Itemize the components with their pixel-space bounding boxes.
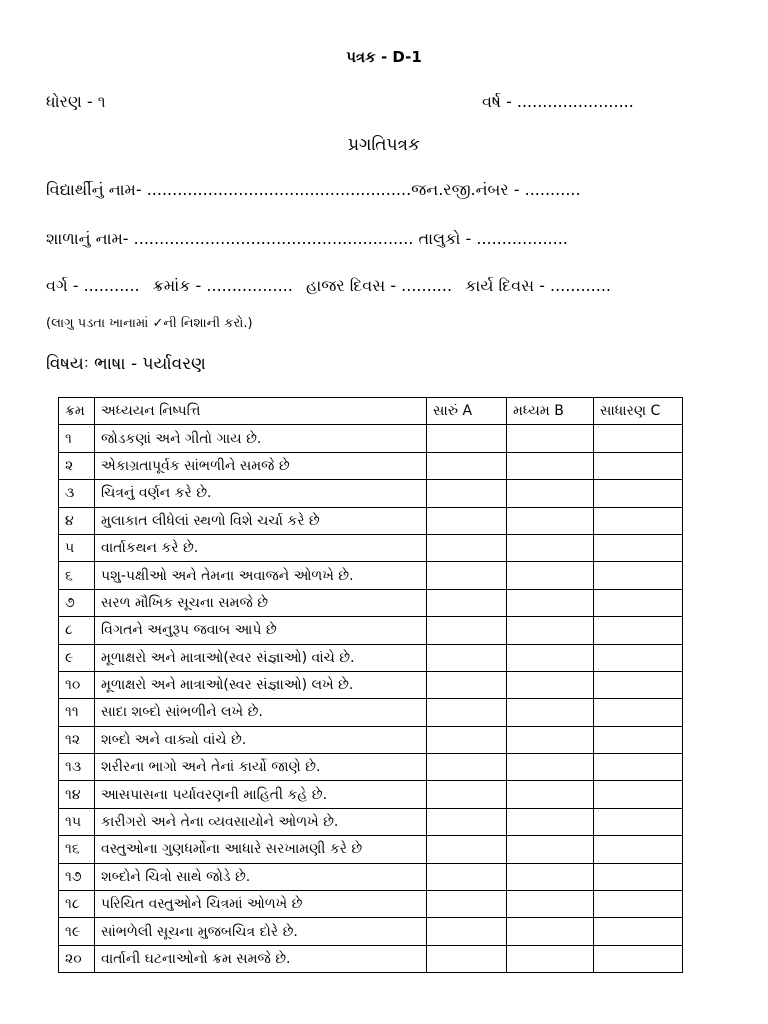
outcome-cell: મુલાકાત લીધેલાં સ્થળો વિશે ચર્ચા કરે છે (95, 507, 427, 534)
outcome-cell: વાર્તાની ઘટનાઓનો ક્રમ સમજે છે. (95, 945, 427, 972)
table-row (59, 562, 683, 589)
table-header-row (59, 398, 683, 425)
serial-cell: ૧૭ (59, 863, 95, 890)
grade-a-checkbox-cell[interactable] (427, 534, 507, 561)
serial-cell: ૧ (59, 425, 95, 452)
table-row (59, 918, 683, 945)
outcome-cell: શરીરના ભાગો અને તેનાં કાર્યો જાણે છે. (95, 754, 427, 781)
grade-b-checkbox-cell[interactable] (507, 808, 594, 835)
grade-a-checkbox-cell[interactable] (427, 617, 507, 644)
grade-a-checkbox-cell[interactable] (427, 754, 507, 781)
sheet-title: પત્રક - D-1 (346, 48, 422, 66)
grade-b-checkbox-cell[interactable] (507, 589, 594, 616)
serial-cell: ૧૦ (59, 671, 95, 698)
grade-c-checkbox-cell[interactable] (594, 644, 683, 671)
header-outcome: અધ્યયન નિષ્પત્તિ (95, 398, 427, 425)
table-row (59, 644, 683, 671)
serial-cell: ૧૨ (59, 726, 95, 753)
grade-b-checkbox-cell[interactable] (507, 425, 594, 452)
outcome-cell: મૂળાક્ષરો અને માત્રાઓ(સ્વર સંજ્ઞાઓ) વાંચે છે. (95, 644, 427, 671)
outcome-cell: એકાગ્રતાપૂર્વક સાંભળીને સમજે છે (95, 452, 427, 479)
grade-a-checkbox-cell[interactable] (427, 891, 507, 918)
grade-c-checkbox-cell[interactable] (594, 726, 683, 753)
working-days-field: કાર્ય દિવસ - ............ (465, 276, 612, 295)
serial-cell: ૫ (59, 534, 95, 561)
grade-a-checkbox-cell[interactable] (427, 671, 507, 698)
grade-c-checkbox-cell[interactable] (594, 836, 683, 863)
serial-cell: ૨૦ (59, 945, 95, 972)
roll-number-field: ક્રમાંક - ................. (152, 276, 293, 295)
outcome-cell: શબ્દો અને વાક્યો વાંચે છે. (95, 726, 427, 753)
table-row (59, 699, 683, 726)
serial-cell: ૧૫ (59, 808, 95, 835)
table-row (59, 891, 683, 918)
serial-cell: ૧૯ (59, 918, 95, 945)
serial-cell: ૧૬ (59, 836, 95, 863)
outcome-cell: વસ્તુઓના ગુણધર્મોના આધારે સરખામણી કરે છે (95, 836, 427, 863)
table-row (59, 863, 683, 890)
grade-a-checkbox-cell[interactable] (427, 726, 507, 753)
header-serial: ક્રમ (59, 398, 95, 425)
table-row (59, 781, 683, 808)
grade-b-checkbox-cell[interactable] (507, 945, 594, 972)
grade-a-checkbox-cell[interactable] (427, 781, 507, 808)
present-days-field: હાજર દિવસ - .......... (305, 276, 453, 295)
grade-a-checkbox-cell[interactable] (427, 808, 507, 835)
table-row (59, 507, 683, 534)
outcome-cell: વિગતને અનુરૂપ જવાબ આપે છે (95, 617, 427, 644)
grade-b-checkbox-cell[interactable] (507, 863, 594, 890)
table-row (59, 726, 683, 753)
table-row (59, 534, 683, 561)
table-row (59, 945, 683, 972)
grade-c-checkbox-cell[interactable] (594, 754, 683, 781)
table-row (59, 836, 683, 863)
grade-a-checkbox-cell[interactable] (427, 644, 507, 671)
grade-c-checkbox-cell[interactable] (594, 671, 683, 698)
grade-a-checkbox-cell[interactable] (427, 562, 507, 589)
serial-cell: ૧૧ (59, 699, 95, 726)
grade-c-checkbox-cell[interactable] (594, 507, 683, 534)
grade-b-checkbox-cell[interactable] (507, 836, 594, 863)
grade-b-checkbox-cell[interactable] (507, 891, 594, 918)
table-row (59, 425, 683, 452)
serial-cell: ૬ (59, 562, 95, 589)
school-name-line: શાળાનું નામ- ....................................................... તાલુકો - .................. (46, 229, 568, 248)
outcome-cell: સાંભળેલી સૂચના મુજબચિત્ર દોરે છે. (95, 918, 427, 945)
outcome-cell: પશુ-પક્ષીઓ અને તેમના અવાજને ઓળખે છે. (95, 562, 427, 589)
outcome-cell: સાદા શબ્દો સાંભળીને લખે છે. (95, 699, 427, 726)
outcome-cell: આસપાસના પર્યાવરણની માહિતી કહે છે. (95, 781, 427, 808)
standard-label: ધોરણ - ૧ (46, 92, 106, 111)
grade-a-checkbox-cell[interactable] (427, 507, 507, 534)
grade-a-checkbox-cell[interactable] (427, 480, 507, 507)
grade-b-checkbox-cell[interactable] (507, 452, 594, 479)
year-field: વર્ષ - ....................... (482, 92, 634, 111)
table-row (59, 617, 683, 644)
serial-cell: ૯ (59, 644, 95, 671)
grade-b-checkbox-cell[interactable] (507, 699, 594, 726)
grade-b-checkbox-cell[interactable] (507, 617, 594, 644)
grade-b-checkbox-cell[interactable] (507, 754, 594, 781)
outcome-cell: ચિત્રનું વર્ણન કરે છે. (95, 480, 427, 507)
table-row (59, 480, 683, 507)
student-name-line: વિદ્યાર્થીનું નામ- ....................................................જન.રજી.નંબર - ........... (46, 180, 581, 199)
table-row (59, 808, 683, 835)
grade-c-checkbox-cell[interactable] (594, 863, 683, 890)
grade-c-checkbox-cell[interactable] (594, 781, 683, 808)
grade-c-checkbox-cell[interactable] (594, 808, 683, 835)
grade-b-checkbox-cell[interactable] (507, 562, 594, 589)
grade-b-checkbox-cell[interactable] (507, 726, 594, 753)
table-row (59, 671, 683, 698)
grade-c-checkbox-cell[interactable] (594, 452, 683, 479)
outcome-cell: જોડકણાં અને ગીતો ગાય છે. (95, 425, 427, 452)
serial-cell: ૧૩ (59, 754, 95, 781)
grade-c-checkbox-cell[interactable] (594, 480, 683, 507)
header-medium-b: મધ્યમ B (507, 398, 594, 425)
table-row (59, 589, 683, 616)
grade-a-checkbox-cell[interactable] (427, 836, 507, 863)
grade-c-checkbox-cell[interactable] (594, 891, 683, 918)
grade-b-checkbox-cell[interactable] (507, 534, 594, 561)
outcomes-table (58, 397, 683, 973)
header-ordinary-c: સાધારણ C (594, 398, 683, 425)
outcome-cell: શબ્દોને ચિત્રો સાથે જોડે છે. (95, 863, 427, 890)
serial-cell: ૮ (59, 617, 95, 644)
grade-c-checkbox-cell[interactable] (594, 699, 683, 726)
class-field: વર્ગ - ........... (46, 276, 140, 295)
grade-a-checkbox-cell[interactable] (427, 699, 507, 726)
page-heading: પ્રગતિપત્રક (347, 135, 421, 155)
outcome-cell: મૂળાક્ષરો અને માત્રાઓ(સ્વર સંજ્ઞાઓ) લખે છે. (95, 671, 427, 698)
grade-b-checkbox-cell[interactable] (507, 644, 594, 671)
grade-b-checkbox-cell[interactable] (507, 781, 594, 808)
outcome-cell: વાર્તાકથન કરે છે. (95, 534, 427, 561)
grade-c-checkbox-cell[interactable] (594, 562, 683, 589)
serial-cell: ૨ (59, 452, 95, 479)
grade-c-checkbox-cell[interactable] (594, 945, 683, 972)
table-row (59, 754, 683, 781)
header-good-a: સારું A (427, 398, 507, 425)
grade-a-checkbox-cell[interactable] (427, 425, 507, 452)
instruction-note: (લાગુ પડતા ખાનામાં ✓ની નિશાની કરો.) (46, 316, 253, 331)
grade-b-checkbox-cell[interactable] (507, 480, 594, 507)
table-row (59, 452, 683, 479)
subject-label: વિષયઃ ભાષા - પર્યાવરણ (46, 354, 206, 374)
outcome-cell: કારીગરો અને તેના વ્યવસાયોને ઓળખે છે. (95, 808, 427, 835)
class-details-line (46, 276, 619, 296)
grade-c-checkbox-cell[interactable] (594, 425, 683, 452)
grade-c-checkbox-cell[interactable] (594, 534, 683, 561)
grade-b-checkbox-cell[interactable] (507, 507, 594, 534)
grade-a-checkbox-cell[interactable] (427, 589, 507, 616)
serial-cell: ૪ (59, 507, 95, 534)
grade-b-checkbox-cell[interactable] (507, 671, 594, 698)
serial-cell: ૭ (59, 589, 95, 616)
grade-a-checkbox-cell[interactable] (427, 452, 507, 479)
grade-b-checkbox-cell[interactable] (507, 918, 594, 945)
outcome-cell: સરળ મૌખિક સૂચના સમજે છે (95, 589, 427, 616)
grade-a-checkbox-cell[interactable] (427, 918, 507, 945)
outcome-cell: પરિચિત વસ્તુઓને ચિત્રમાં ઓળખે છે (95, 891, 427, 918)
grade-c-checkbox-cell[interactable] (594, 589, 683, 616)
grade-a-checkbox-cell[interactable] (427, 945, 507, 972)
grade-a-checkbox-cell[interactable] (427, 863, 507, 890)
serial-cell: ૧૮ (59, 891, 95, 918)
serial-cell: ૧૪ (59, 781, 95, 808)
serial-cell: ૩ (59, 480, 95, 507)
grade-c-checkbox-cell[interactable] (594, 617, 683, 644)
grade-c-checkbox-cell[interactable] (594, 918, 683, 945)
